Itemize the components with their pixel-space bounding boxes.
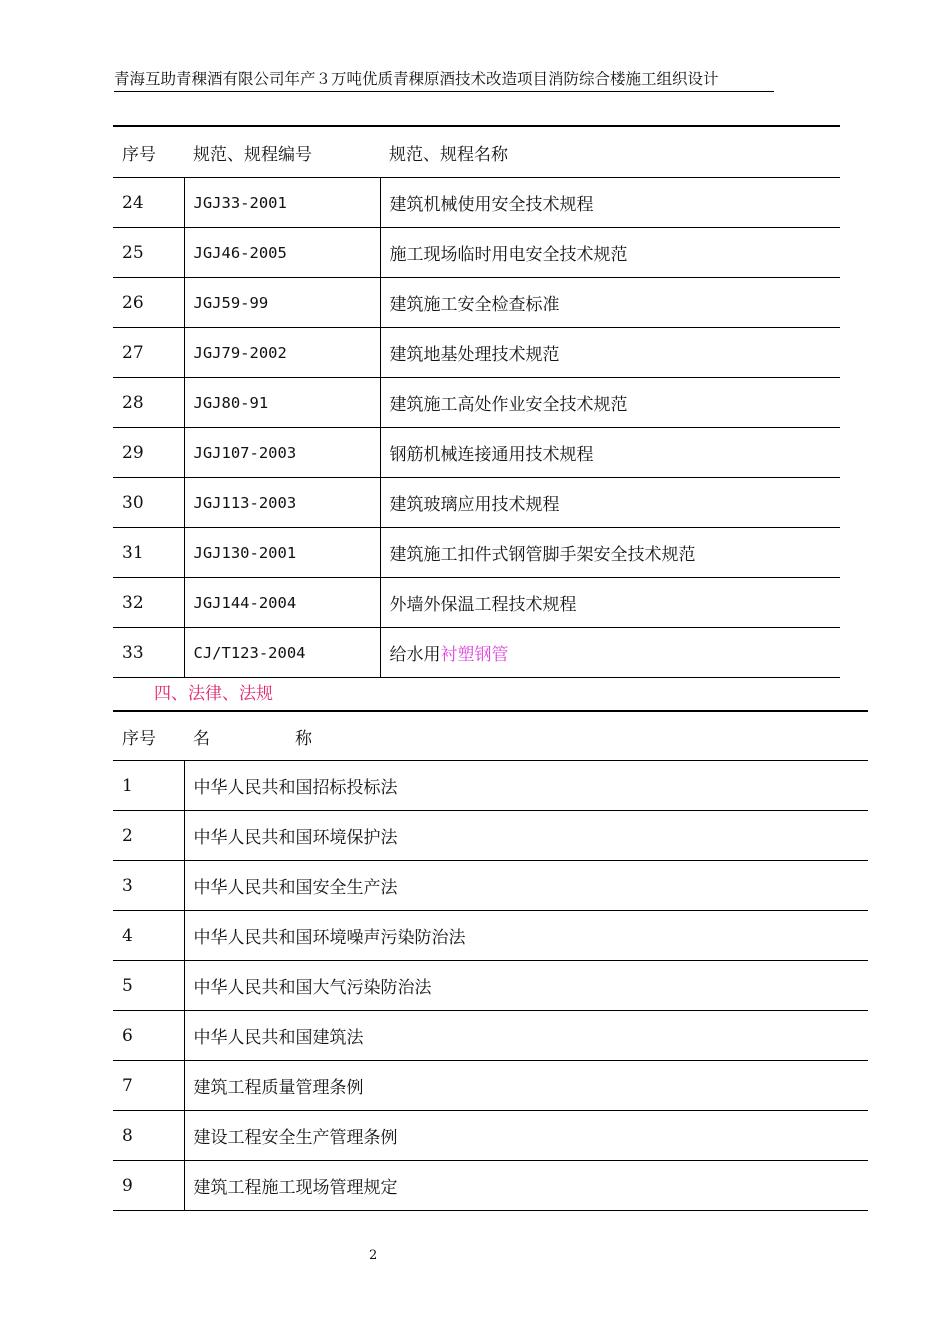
- row-code: JGJ59-99: [184, 278, 380, 328]
- row-no: 8: [113, 1111, 184, 1161]
- table-row: [113, 328, 840, 378]
- row-name: 外墙外保温工程技术规程: [380, 578, 840, 628]
- row-name: 建筑玻璃应用技术规程: [380, 478, 840, 528]
- row-code: JGJ80-91: [184, 378, 380, 428]
- row-no: 26: [113, 278, 184, 328]
- table-row: [113, 961, 868, 1011]
- row-name: 中华人民共和国大气污染防治法: [184, 961, 868, 1011]
- row-no: 9: [113, 1161, 184, 1211]
- table-row: [113, 861, 868, 911]
- row-name: 建筑施工扣件式钢管脚手架安全技术规范: [380, 528, 840, 578]
- row-name: 中华人民共和国环境噪声污染防治法: [184, 911, 868, 961]
- section-title: 四、法律、法规: [154, 684, 273, 704]
- table-row: [113, 228, 840, 278]
- header-code: 规范、规程编号: [184, 126, 380, 178]
- row-code: JGJ33-2001: [184, 178, 380, 228]
- row-name: 中华人民共和国招标投标法: [184, 761, 868, 811]
- row-code: CJ/T123-2004: [184, 628, 380, 678]
- header-no: 序号: [113, 126, 184, 178]
- row-code: JGJ113-2003: [184, 478, 380, 528]
- table-row: [113, 628, 840, 678]
- row-name: 钢筋机械连接通用技术规程: [380, 428, 840, 478]
- row-name: 建设工程安全生产管理条例: [184, 1111, 868, 1161]
- row-name: 中华人民共和国安全生产法: [184, 861, 868, 911]
- row-no: 31: [113, 528, 184, 578]
- row-no: 6: [113, 1011, 184, 1061]
- row-no: 7: [113, 1061, 184, 1111]
- row-name: 建筑工程施工现场管理规定: [184, 1161, 868, 1211]
- table-row: [113, 278, 840, 328]
- header-name: 规范、规程名称: [380, 126, 840, 178]
- row-code: JGJ144-2004: [184, 578, 380, 628]
- row-no: 25: [113, 228, 184, 278]
- row-no: 33: [113, 628, 184, 678]
- table-row: [113, 378, 840, 428]
- row-name: 建筑机械使用安全技术规程: [380, 178, 840, 228]
- row-name: 建筑工程质量管理条例: [184, 1061, 868, 1111]
- standards-table: [113, 125, 840, 678]
- row-no: 2: [113, 811, 184, 861]
- table-row: [113, 578, 840, 628]
- row-no: 4: [113, 911, 184, 961]
- table-header-row: [113, 711, 868, 761]
- row-name: 建筑施工高处作业安全技术规范: [380, 378, 840, 428]
- row-name-prefix: 给水用: [389, 645, 441, 665]
- row-no: 28: [113, 378, 184, 428]
- table-row: [113, 428, 840, 478]
- table-row: [113, 1111, 868, 1161]
- row-name: 建筑地基处理技术规范: [380, 328, 840, 378]
- page-number: 2: [369, 1248, 378, 1263]
- laws-table: [113, 710, 868, 1211]
- row-no: 5: [113, 961, 184, 1011]
- table-row: [113, 478, 840, 528]
- table-header-row: [113, 126, 840, 178]
- header-name: 名 称: [184, 711, 868, 761]
- row-name: 中华人民共和国建筑法: [184, 1011, 868, 1061]
- row-name-highlight: 衬塑钢管: [440, 645, 509, 665]
- row-name: 中华人民共和国环境保护法: [184, 811, 868, 861]
- row-name: [380, 628, 840, 678]
- table-row: [113, 761, 868, 811]
- row-no: 32: [113, 578, 184, 628]
- row-code: JGJ79-2002: [184, 328, 380, 378]
- row-code: JGJ130-2001: [184, 528, 380, 578]
- header-no: 序号: [113, 711, 184, 761]
- table-row: [113, 1011, 868, 1061]
- row-no: 29: [113, 428, 184, 478]
- page-header: 青海互助青稞酒有限公司年产３万吨优质青稞原酒技术改造项目消防综合楼施工组织设计: [114, 68, 774, 92]
- table-row: [113, 1161, 868, 1211]
- row-no: 1: [113, 761, 184, 811]
- table-row: [113, 178, 840, 228]
- row-no: 27: [113, 328, 184, 378]
- table-row: [113, 1061, 868, 1111]
- row-no: 24: [113, 178, 184, 228]
- row-no: 3: [113, 861, 184, 911]
- table-row: [113, 811, 868, 861]
- row-code: JGJ107-2003: [184, 428, 380, 478]
- row-code: JGJ46-2005: [184, 228, 380, 278]
- row-name: 施工现场临时用电安全技术规范: [380, 228, 840, 278]
- row-name: 建筑施工安全检查标准: [380, 278, 840, 328]
- row-no: 30: [113, 478, 184, 528]
- table-row: [113, 528, 840, 578]
- table-row: [113, 911, 868, 961]
